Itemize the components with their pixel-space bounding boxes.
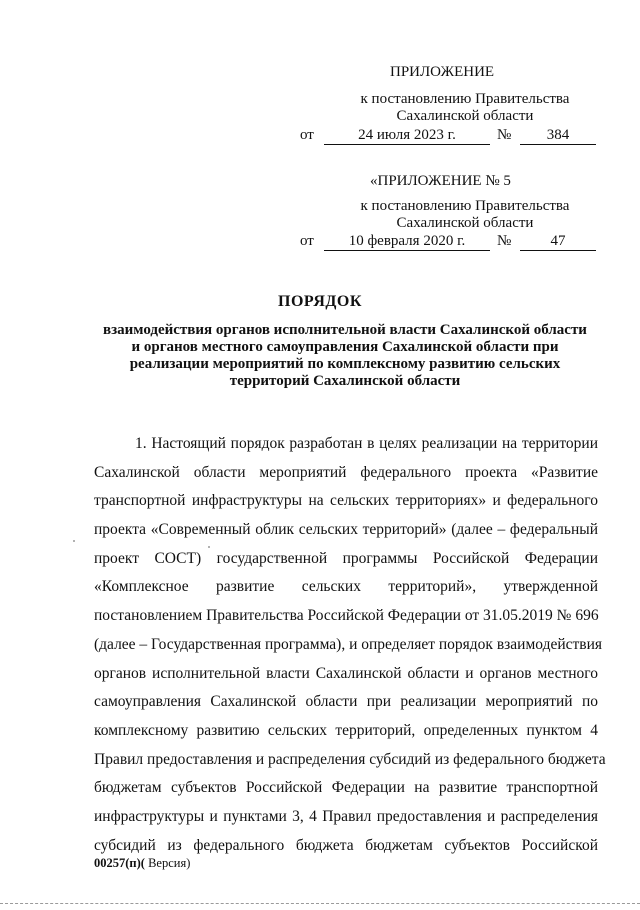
scan-speck [73, 540, 75, 542]
appendix5-date: 10 февраля 2020 г. [324, 232, 490, 251]
document-footer [94, 856, 190, 871]
scan-edge-line [0, 903, 640, 904]
body-line: проекта «Современный облик сельских территорий» (далее – федеральный [94, 521, 598, 539]
appendix-line1: к постановлению Правительства [360, 91, 570, 107]
appendix5-line2: Сахалинской области [396, 215, 534, 231]
subtitle-line: реализации мероприятий по комплексному развитию сельских [129, 356, 561, 372]
appendix5-number: 47 [520, 232, 596, 251]
from-label: от [300, 233, 314, 249]
body-paragraph [94, 430, 606, 860]
number-label: № [497, 127, 512, 143]
appendix5-line1: к постановлению Правительства [360, 198, 570, 214]
body-line: органов исполнительной власти Сахалинской области и органов местного [94, 664, 598, 682]
document-title: ПОРЯДОК [278, 293, 362, 310]
body-line: бюджетам субъектов Российской Федерации на развитие транспортной [94, 779, 598, 797]
subtitle-line: и органов местного самоуправления Сахалинской области при [131, 339, 559, 355]
body-line: комплексному развитию сельских территорий, определенных пунктом 4 [94, 721, 598, 739]
appendix5-title: «ПРИЛОЖЕНИЕ № 5 [370, 173, 511, 189]
subtitle-line: взаимодействия органов исполнительной власти Сахалинской области [103, 322, 587, 338]
body-line: (далее – Государственная программа), и определяет порядок взаимодействия [94, 635, 603, 653]
footer-version: Версия) [144, 856, 191, 870]
scan-speck [208, 546, 210, 548]
footer-code: 00257(п)( [94, 856, 145, 870]
body-line: транспортной инфраструктуры на сельских территориях» и федерального [94, 492, 598, 510]
body-line: инфраструктуры и пунктами 3, 4 Правил предоставления и распределения [94, 807, 598, 825]
subtitle-line: территорий Сахалинской области [229, 373, 461, 389]
from-label: от [300, 127, 314, 143]
body-line: «Комплексное развитие сельских территорий», утвержденной [94, 578, 598, 596]
appendix-number: 384 [520, 126, 596, 145]
body-line: Сахалинской области мероприятий федерального проекта «Развитие [94, 463, 598, 481]
appendix-line2: Сахалинской области [396, 108, 534, 124]
body-line: постановлением Правительства Российской Федерации от 31.05.2019 № 696 [94, 607, 599, 625]
appendix-title: ПРИЛОЖЕНИЕ [390, 64, 495, 80]
document-subtitle [95, 322, 595, 390]
body-line: субсидий из федерального бюджета бюджетам субъектов Российской [94, 836, 598, 854]
body-line: проект СОСТ) государственной программы Российской Федерации [94, 549, 598, 567]
number-label: № [497, 233, 512, 249]
body-line: самоуправления Сахалинской области при реализации мероприятий по [94, 693, 598, 711]
body-line: 1. Настоящий порядок разработан в целях реализации на территории [135, 435, 598, 452]
appendix-date: 24 июля 2023 г. [324, 126, 490, 145]
body-line: Правил предоставления и распределения субсидий из федерального бюджета [94, 750, 606, 768]
